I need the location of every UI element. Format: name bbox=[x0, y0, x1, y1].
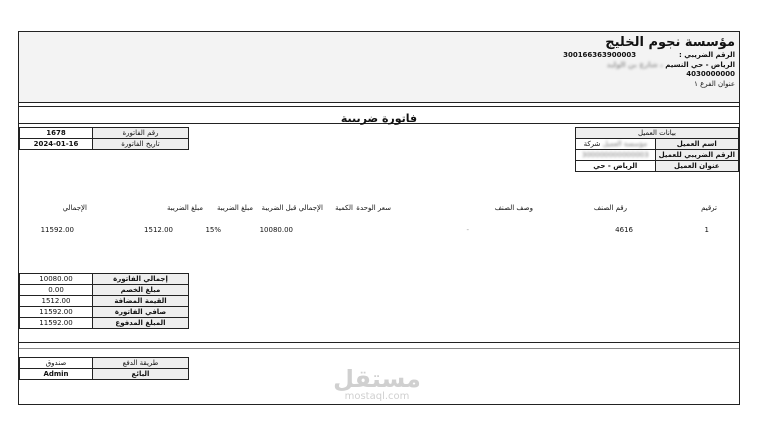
total-row-net bbox=[20, 307, 189, 318]
row-pre-tax: 10080.00 bbox=[259, 226, 293, 234]
company-address-blurred: ، شارع بن الوليد bbox=[606, 60, 663, 69]
invoice-number-row bbox=[20, 128, 189, 139]
company-info bbox=[563, 35, 735, 89]
total-invoice-value: 10080.00 bbox=[20, 274, 93, 285]
col-desc-header: وصف الصنف bbox=[494, 204, 533, 212]
totals-table bbox=[19, 273, 189, 329]
col-unit-price-header: سعر الوحدة bbox=[356, 204, 391, 212]
company-postal: 4030000000 bbox=[686, 70, 735, 78]
total-net-label: صافي الفاتورة bbox=[93, 307, 189, 318]
total-row-vat bbox=[20, 296, 189, 307]
customer-name-prefix: شركة bbox=[583, 140, 601, 148]
payment-table bbox=[19, 357, 189, 380]
customer-address-row bbox=[576, 161, 739, 172]
customer-tax-label: الرقم الضريبي للعميل bbox=[655, 150, 738, 161]
total-discount-value: 0.00 bbox=[20, 285, 93, 296]
customer-name-row bbox=[576, 139, 739, 150]
customer-name-blurred: مؤسسة العميل bbox=[602, 140, 647, 148]
invoice-title: فاتورة ضريبية bbox=[340, 112, 418, 125]
seller-row bbox=[20, 369, 189, 380]
watermark-url: mostaql.com bbox=[344, 391, 410, 402]
customer-address-label: عنوان العميل bbox=[655, 161, 738, 172]
company-tax-line bbox=[563, 51, 735, 61]
payment-method-row bbox=[20, 358, 189, 369]
customer-tax-blurred: 300000000000003 bbox=[581, 151, 649, 159]
invoice-frame bbox=[18, 31, 740, 405]
payment-method-value: صندوق bbox=[20, 358, 93, 369]
line-item-row bbox=[19, 226, 739, 238]
invoice-number-value: 1678 bbox=[20, 128, 93, 139]
customer-address-value: الرياض - حي bbox=[576, 161, 656, 172]
customer-tax-value bbox=[576, 150, 656, 161]
total-paid-value: 11592.00 bbox=[20, 318, 93, 329]
row-seq: 1 bbox=[704, 226, 709, 234]
customer-name-value bbox=[576, 139, 656, 150]
total-discount-label: مبلغ الخصم bbox=[93, 285, 189, 296]
col-item-no-header: رقم الصنف bbox=[593, 204, 627, 212]
watermark bbox=[312, 366, 442, 402]
col-tax-rate-header: مبلغ الضريبة bbox=[217, 204, 253, 212]
row-item-no: 4616 bbox=[615, 226, 633, 234]
invoice-number-label: رقم الفاتورة bbox=[93, 128, 189, 139]
total-row-invoice bbox=[20, 274, 189, 285]
seller-label: البائع bbox=[93, 369, 189, 380]
row-desc: - bbox=[466, 226, 469, 234]
col-qty-header: الكمية bbox=[335, 204, 353, 212]
invoice-date-value: 2024-01-16 bbox=[20, 139, 93, 150]
customer-tax-row bbox=[576, 150, 739, 161]
invoice-date-row bbox=[20, 139, 189, 150]
company-address-line bbox=[563, 61, 735, 71]
col-seq-header: ترقيم bbox=[701, 204, 717, 212]
row-tax-rate: 15% bbox=[205, 226, 221, 234]
payment-separator-top bbox=[19, 342, 739, 343]
row-total: 11592.00 bbox=[40, 226, 74, 234]
company-name: مؤسسة نجوم الخليج bbox=[605, 35, 735, 50]
total-vat-value: 1512.00 bbox=[20, 296, 93, 307]
total-invoice-label: إجمالي الفاتورة bbox=[93, 274, 189, 285]
lines-header bbox=[19, 204, 739, 216]
col-tax-amount-header: مبلغ الضريبة bbox=[167, 204, 203, 212]
watermark-arabic: مستقل bbox=[333, 365, 421, 393]
payment-separator-bottom bbox=[19, 348, 739, 349]
company-tax-label: الرقم الضريبي : bbox=[679, 51, 735, 59]
total-paid-label: المبلغ المدفوع bbox=[93, 318, 189, 329]
company-branch: عنوان الفرع ١ bbox=[694, 79, 735, 88]
customer-title-row bbox=[576, 128, 739, 139]
company-tax-number: 300166363900003 bbox=[563, 51, 637, 59]
invoice-title-bar bbox=[19, 106, 739, 124]
company-header bbox=[19, 32, 739, 103]
company-address: الرياض - حي النسيم bbox=[665, 60, 735, 69]
invoice-date-label: تاريخ الفاتورة bbox=[93, 139, 189, 150]
total-row-discount bbox=[20, 285, 189, 296]
invoice-meta-table bbox=[19, 127, 189, 150]
col-total-header: الإجمالي bbox=[62, 204, 87, 212]
customer-section-title: بيانات العميل bbox=[576, 128, 739, 139]
seller-value: Admin bbox=[20, 369, 93, 380]
col-pre-tax-header: الإجمالي قبل الضريبة bbox=[261, 204, 323, 212]
customer-name-label: اسم العميل bbox=[655, 139, 738, 150]
total-net-value: 11592.00 bbox=[20, 307, 93, 318]
row-tax-amount: 1512.00 bbox=[144, 226, 173, 234]
payment-method-label: طريقة الدفع bbox=[93, 358, 189, 369]
customer-table bbox=[575, 127, 739, 172]
total-row-paid bbox=[20, 318, 189, 329]
total-vat-label: القيمة المضافة bbox=[93, 296, 189, 307]
